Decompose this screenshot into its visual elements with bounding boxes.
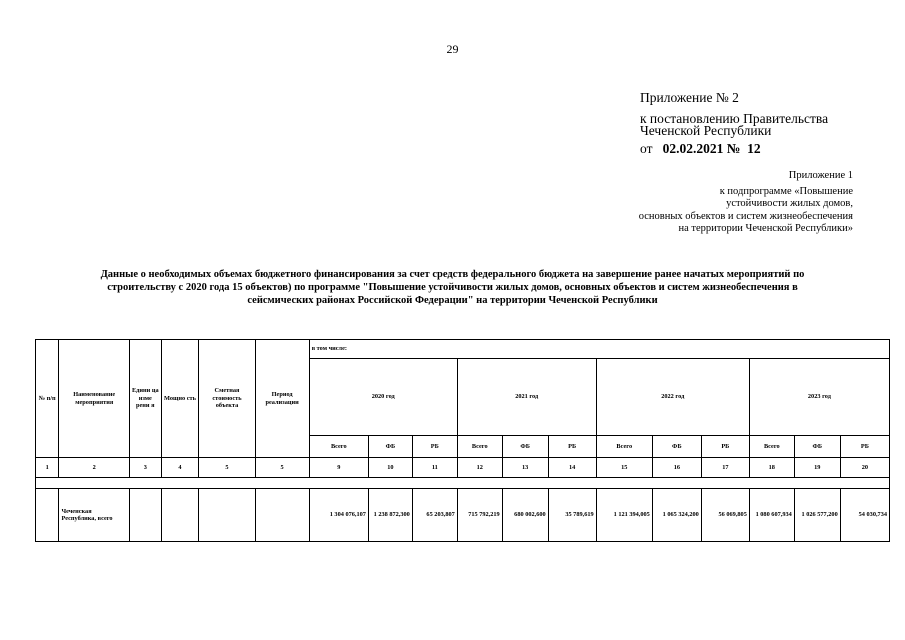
value-cell: 680 002,600 bbox=[502, 489, 548, 542]
spacer-cell bbox=[36, 478, 890, 489]
col-header-unit: Едини ца изме рени я bbox=[129, 340, 161, 458]
year-header: 2020 год bbox=[309, 359, 457, 436]
value-cell: 1 065 324,200 bbox=[652, 489, 701, 542]
appendix2-title: Приложение № 2 bbox=[640, 90, 739, 105]
value-cell: 1 026 577,200 bbox=[794, 489, 840, 542]
appendix2-line1: к постановлению Правительства bbox=[640, 111, 829, 126]
date-prefix: от bbox=[640, 141, 653, 156]
col-header-capacity: Мощно сть bbox=[161, 340, 199, 458]
sub-header-fb: ФБ bbox=[794, 436, 840, 458]
col-header-cost: Сметная стоимость объекта bbox=[199, 340, 255, 458]
sub-header-total: Всего bbox=[749, 436, 794, 458]
column-number: 14 bbox=[548, 458, 596, 478]
year-header: 2023 год bbox=[749, 359, 889, 436]
appendix1-title: Приложение 1 bbox=[788, 170, 853, 181]
column-number: 10 bbox=[368, 458, 412, 478]
column-number: 19 bbox=[794, 458, 840, 478]
sub-header-total: Всего bbox=[457, 436, 502, 458]
document-heading bbox=[40, 268, 865, 307]
sub-header-fb: ФБ bbox=[652, 436, 701, 458]
financing-table bbox=[35, 339, 890, 542]
appendix2-line2: Чеченской Республики bbox=[640, 123, 772, 138]
sub-header-fb: ФБ bbox=[368, 436, 412, 458]
column-number: 16 bbox=[652, 458, 701, 478]
sub-header-total: Всего bbox=[596, 436, 652, 458]
sub-header-fb: ФБ bbox=[502, 436, 548, 458]
value-cell: 1 121 394,005 bbox=[596, 489, 652, 542]
column-number: 18 bbox=[749, 458, 794, 478]
column-number: 13 bbox=[502, 458, 548, 478]
col-header-period: Период реализации bbox=[255, 340, 309, 458]
appendix1-line4: на территории Чеченской Республики» bbox=[678, 223, 853, 234]
resolution-date: 02.02.2021 bbox=[662, 141, 724, 156]
year-header: 2021 год bbox=[457, 359, 596, 436]
column-number: 12 bbox=[457, 458, 502, 478]
column-number: 5 bbox=[199, 458, 255, 478]
col-header-including: в том числе: bbox=[309, 340, 889, 359]
value-cell: 1 304 076,107 bbox=[309, 489, 368, 542]
value-cell: 35 789,619 bbox=[548, 489, 596, 542]
heading-line1: Данные о необходимых объемах бюджетного финансирования за счет средств федерального бюджета на завершение ранее начатых мероприятий по bbox=[100, 269, 805, 280]
sub-header-rb: РБ bbox=[701, 436, 749, 458]
col-header-num: № п/п bbox=[36, 340, 59, 458]
column-number: 20 bbox=[840, 458, 889, 478]
appendix1-line2: устойчивости жилых домов, bbox=[726, 198, 853, 209]
heading-line2: строительству с 2020 года 15 объектов) по программе "Повышение устойчивости жилых домов, основных объектов и систем жизнеобеспечения в bbox=[107, 282, 798, 293]
value-cell: 715 792,219 bbox=[457, 489, 502, 542]
year-header: 2022 год bbox=[596, 359, 749, 436]
spacer-row bbox=[36, 478, 890, 489]
appendix2-date-line bbox=[640, 142, 761, 155]
row-period-cell bbox=[255, 489, 309, 542]
column-number: 3 bbox=[129, 458, 161, 478]
column-number: 2 bbox=[59, 458, 129, 478]
row-cost-cell bbox=[199, 489, 255, 542]
column-number: 4 bbox=[161, 458, 199, 478]
value-cell: 56 069,805 bbox=[701, 489, 749, 542]
value-cell: 1 080 607,934 bbox=[749, 489, 794, 542]
row-unit-cell bbox=[129, 489, 161, 542]
column-number: 9 bbox=[309, 458, 368, 478]
appendix1-line1: к подпрограмме «Повышение bbox=[719, 186, 853, 197]
appendix1-line3: основных объектов и систем жизнеобеспечения bbox=[638, 211, 853, 222]
sub-header-rb: РБ bbox=[412, 436, 457, 458]
column-number-row bbox=[36, 458, 890, 478]
header-row-1 bbox=[36, 340, 890, 359]
column-number: 15 bbox=[596, 458, 652, 478]
value-cell: 54 030,734 bbox=[840, 489, 889, 542]
page-number: 29 bbox=[446, 42, 459, 56]
column-number: 5 bbox=[255, 458, 309, 478]
sub-header-rb: РБ bbox=[548, 436, 596, 458]
value-cell: 65 203,807 bbox=[412, 489, 457, 542]
sub-header-rb: РБ bbox=[840, 436, 889, 458]
column-number: 1 bbox=[36, 458, 59, 478]
sub-header-total: Всего bbox=[309, 436, 368, 458]
row-name-cell: Чеченская Республика, всего bbox=[59, 489, 129, 542]
table-row bbox=[36, 489, 890, 542]
resolution-number: 12 bbox=[747, 141, 761, 156]
number-sign: № bbox=[726, 141, 741, 156]
row-num-cell bbox=[36, 489, 59, 542]
heading-line3: сейсмических районах Российской Федерации" на территории Чеченской Республики bbox=[247, 295, 658, 306]
row-capacity-cell bbox=[161, 489, 199, 542]
column-number: 17 bbox=[701, 458, 749, 478]
value-cell: 1 238 872,300 bbox=[368, 489, 412, 542]
col-header-name: Наименование мероприятия bbox=[59, 340, 129, 458]
column-number: 11 bbox=[412, 458, 457, 478]
